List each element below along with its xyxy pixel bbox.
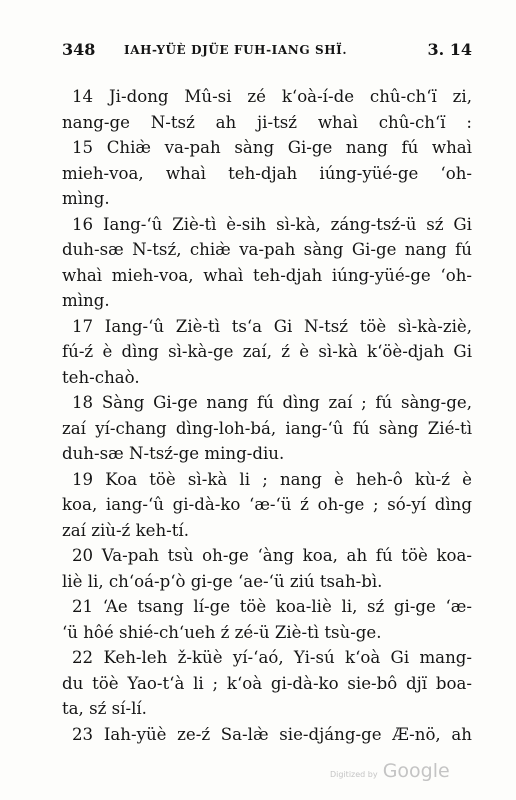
text-line: fú-ź è dìng sì-kà-ge zaí, ź è sì-kà k‘öè-djah Gi [62,342,472,361]
text-line: nang-ge N-tsź ah ji-tsź whaì chû-ch‘ï : [62,112,472,132]
watermark-prefix: Digitized by [330,770,378,779]
text-line: liè li, ch‘oá-p‘ò gi-ge ‘ae-‘ü ziú tsah-bì. [62,571,383,591]
text-line: 22 Keh-leh ž-küè yí-‘aó, Yi-sú k‘oà Gi mang- [72,648,472,667]
text-line: koa, iang-‘û gi-dà-ko ‘æ-‘ü ź oh-ge ; só-yí dìng [62,495,472,514]
text-line: 18 Sàng Gi-ge nang fú dìng zaí ; fú sàng-ge, [72,393,472,412]
running-header [62,40,472,62]
text-line: 15 Chiæ̀ va-pah sàng Gi-ge nang fú whaì [72,138,472,157]
text-line: 16 Iang-‘û Ziè-tì è-sih sì-kà, záng-tsź-ü sź Gi [72,214,472,234]
running-title: IAH-YÜÈ DJÜE FUH-IANG SHÏ. [124,43,348,57]
text-line: zaí yí-chang dìng-loh-bá, iang-‘û fú sàng Zié-tì [62,418,472,438]
watermark-brand: Google [382,760,450,782]
text-line: 17 Iang-‘û Ziè-tì ts‘a Gi N-tsź töè sì-kà-ziè, [72,316,472,336]
digitized-watermark [330,760,450,782]
text-line: 23 Iah-yüè ze-ź Sa-læ̀ sie-djáng-ge Æ-nö, ah [72,724,472,744]
text-line: mìng. [62,189,110,208]
text-line: ‘ü hôé shié-ch‘ueh ź zé-ü Ziè-tì tsù-ge. [62,622,382,642]
text-line: teh-chaò. [62,367,140,387]
text-line: 14 Ji-dong Mû-si zé k‘oà-í-de chû-ch‘ï zi, [72,87,472,106]
text-line: 20 Va-pah tsù oh-ge ‘àng koa, ah fú töè koa- [72,546,472,565]
text-line: du töè Yao-t‘à li ; k‘oà gi-dà-ko sie-bô djï boa- [62,673,472,693]
chapter-verse: 3. 14 [427,40,472,59]
page-body [62,84,472,747]
text-line: ta, sź sí-lí. [62,699,147,718]
text-line: duh-sæ N-tsź-ge ming-diu. [62,444,285,463]
text-line: whaì mieh-voa, whaì teh-djah iúng-yüé-ge ‘oh- [62,265,472,285]
page-number: 348 [62,40,96,59]
text-line: mìng. [62,291,110,310]
text-line: mieh-voa, whaì teh-djah iúng-yüé-ge ‘oh- [62,163,472,183]
text-line: 21 ‘Ae tsang lí-ge töè koa-liè li, sź gi-ge ‘æ- [72,597,472,616]
text-line: 19 Koa töè sì-kà li ; nang è heh-ô kù-ź è [72,469,472,489]
text-line: zaí ziù-ź keh-tí. [62,520,189,540]
text-line: duh-sæ N-tsź, chiæ̀ va-pah sàng Gi-ge nang fú [62,240,472,259]
